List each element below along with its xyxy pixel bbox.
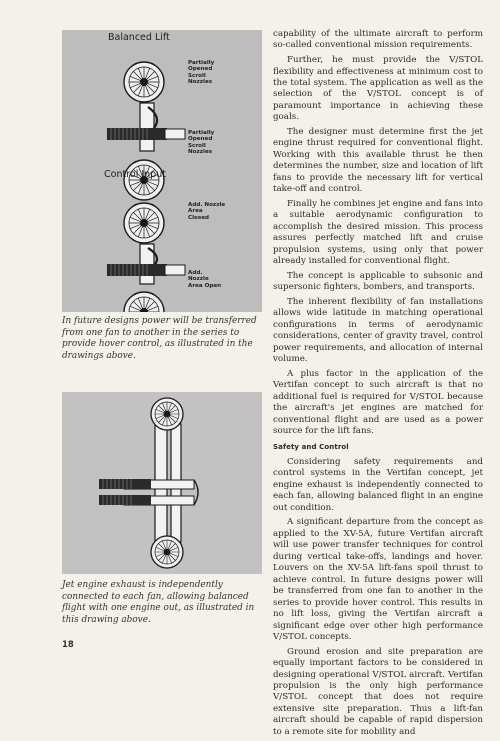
caption-top-figure: In future designs power will be transferred from one fan to another in the series to provide hover control, as illustrated in the drawings above. (62, 316, 257, 361)
body-text-column (273, 29, 483, 741)
label-partially-opened-bottom: Partially Opened Scroll Nozzles (188, 130, 215, 155)
paragraph: Ground erosion and site preparation are equally important factors to be considered in designing operational V/STOL aircraft. Vertifan propulsion is the only high performance V/STOL concept that does not require extensive site preparation. Thus a lift-fan aircraft should be capable of rapid dispersion to a remote site for mobility and (273, 646, 483, 737)
figure-balanced-lift-control-input (62, 30, 262, 312)
paragraph: A plus factor in the application of the Vertifan concept to such aircraft is that no additional fuel is required for V/STOL because the aircraft's jet engines are matched for conventional flight and are used as a power source for the lift fans. (273, 368, 483, 437)
paragraph: The concept is applicable to subsonic and supersonic fighters, bombers, and transports. (273, 270, 483, 293)
label-nozzle-open: Add. Nozzle Area Open (188, 270, 222, 289)
paragraph: capability of the ultimate aircraft to perform so-called conventional mission requirements. (273, 29, 483, 51)
figure-title-control-input: Control Input (104, 169, 166, 180)
figure-engine-exhaust-connection (62, 392, 262, 574)
paragraph: The designer must determine first the jet engine thrust required for conventional flight. Working with this available thrust he then determines the number, size and location of lift fans to provide the necessary lift for vertical take-off and control. (273, 127, 483, 195)
paragraph: Considering safety requirements and control systems in the Vertifan concept, jet engine exhaust is independently connected to each fan, allowing balanced flight in an engine out condition. (273, 456, 483, 513)
caption-bottom-figure: Jet engine exhaust is independently connected to each fan, allowing balanced flight with one engine out, as illustrated in this drawing above. (62, 580, 255, 625)
page-number: 18 (62, 640, 74, 650)
paragraph: Further, he must provide the V/STOL flexibility and effectiveness at minimum cost to the total system. The application as well as the selection of the V/STOL concept is of paramount importance in achieving these goals. (273, 55, 483, 123)
figure-title-balanced-lift: Balanced Lift (108, 32, 170, 43)
exhaust-ducting-illustration (62, 392, 262, 574)
paragraph: The inherent flexibility of fan installations allows wide latitude in matching operational configurations in terms of aerodynamic considerations, center of gravity travel, control power requirements, and allocation of internal volume. (273, 296, 483, 365)
label-nozzle-closed: Add. Nozzle Area Closed (188, 202, 226, 221)
section-heading: Safety and Control (273, 442, 349, 451)
label-partially-opened-top: Partially Opened Scroll Nozzles (188, 60, 215, 85)
paragraph: Finally he combines jet engine and fans into a suitable aerodynamic configuration to accomplish the desired mission. This process assures perfectly matched lift and cruise propulsion systems, using only that power already installed for conventional flight. (273, 198, 483, 267)
paragraph: A significant departure from the concept as applied to the XV-5A, future Vertifan aircraft will use power transfer techniques for control during vertical take-offs, landings and hover. Louvers on the XV-5A lift-fans spoil thrust to achieve control. In future designs power will be transferred from one fan to another in the series to provide hover control. This results in no lift loss, giving the Vertifan aircraft a significant edge over other high performance V/STOL concepts. (273, 517, 483, 642)
